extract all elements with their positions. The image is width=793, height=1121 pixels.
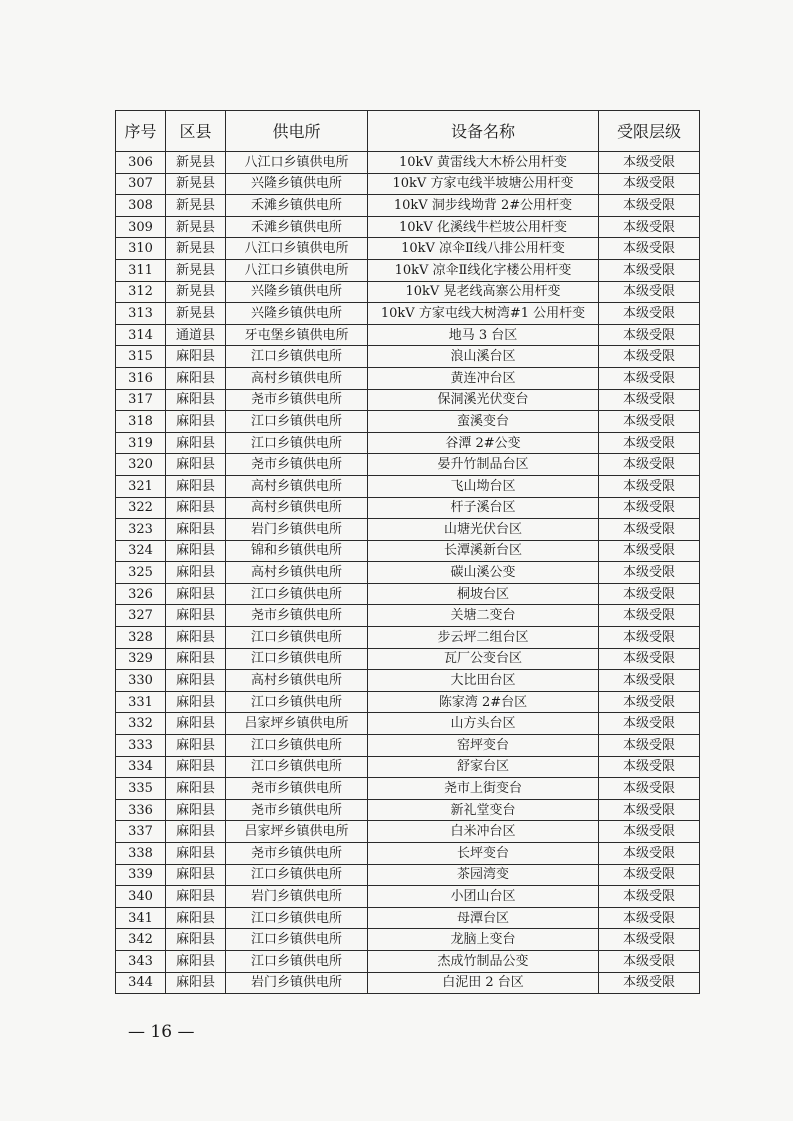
cell-supply-station: 尧市乡镇供电所 xyxy=(226,843,368,865)
cell-county: 麻阳县 xyxy=(166,627,226,649)
table-row xyxy=(116,929,700,951)
cell-supply-station: 兴隆乡镇供电所 xyxy=(226,303,368,325)
table-header-row xyxy=(116,111,700,152)
cell-seq: 339 xyxy=(116,864,166,886)
cell-supply-station: 岩门乡镇供电所 xyxy=(226,972,368,994)
cell-device-name: 地马 3 台区 xyxy=(368,324,599,346)
cell-supply-station: 吕家坪乡镇供电所 xyxy=(226,821,368,843)
cell-seq: 343 xyxy=(116,950,166,972)
cell-seq: 308 xyxy=(116,195,166,217)
cell-county: 麻阳县 xyxy=(166,821,226,843)
table-row xyxy=(116,195,700,217)
cell-county: 新晃县 xyxy=(166,303,226,325)
cell-county: 麻阳县 xyxy=(166,886,226,908)
table-body xyxy=(116,152,700,994)
cell-device-name: 10kV 黄雷线大木桥公用杆变 xyxy=(368,152,599,174)
cell-device-name: 黄连冲台区 xyxy=(368,367,599,389)
table-row xyxy=(116,627,700,649)
table-row xyxy=(116,432,700,454)
table-row xyxy=(116,238,700,260)
cell-county: 麻阳县 xyxy=(166,950,226,972)
cell-county: 麻阳县 xyxy=(166,454,226,476)
cell-supply-station: 锦和乡镇供电所 xyxy=(226,540,368,562)
cell-restriction-level: 本级受限 xyxy=(599,627,700,649)
table-row xyxy=(116,735,700,757)
cell-county: 新晃县 xyxy=(166,238,226,260)
cell-county: 麻阳县 xyxy=(166,799,226,821)
table-row xyxy=(116,583,700,605)
table-row xyxy=(116,303,700,325)
table-row xyxy=(116,152,700,174)
cell-seq: 326 xyxy=(116,583,166,605)
cell-supply-station: 江口乡镇供电所 xyxy=(226,756,368,778)
cell-restriction-level: 本级受限 xyxy=(599,195,700,217)
table-row xyxy=(116,324,700,346)
table-row xyxy=(116,346,700,368)
cell-device-name: 保洞溪光伏变台 xyxy=(368,389,599,411)
cell-restriction-level: 本级受限 xyxy=(599,519,700,541)
table-row xyxy=(116,454,700,476)
cell-supply-station: 尧市乡镇供电所 xyxy=(226,605,368,627)
cell-device-name: 桐坡台区 xyxy=(368,583,599,605)
cell-device-name: 10kV 方家屯线大树湾#1 公用杆变 xyxy=(368,303,599,325)
cell-device-name: 谷潭 2#公变 xyxy=(368,432,599,454)
cell-seq: 307 xyxy=(116,173,166,195)
table-row xyxy=(116,497,700,519)
cell-device-name: 10kV 凉伞Ⅱ线八排公用杆变 xyxy=(368,238,599,260)
cell-restriction-level: 本级受限 xyxy=(599,346,700,368)
table-row xyxy=(116,519,700,541)
cell-device-name: 浪山溪台区 xyxy=(368,346,599,368)
equipment-table xyxy=(115,110,700,994)
cell-restriction-level: 本级受限 xyxy=(599,583,700,605)
cell-county: 麻阳县 xyxy=(166,929,226,951)
table-row xyxy=(116,950,700,972)
cell-seq: 331 xyxy=(116,691,166,713)
table-row xyxy=(116,843,700,865)
cell-seq: 337 xyxy=(116,821,166,843)
cell-restriction-level: 本级受限 xyxy=(599,324,700,346)
cell-restriction-level: 本级受限 xyxy=(599,864,700,886)
page-number: — 16 — xyxy=(128,1022,195,1042)
cell-supply-station: 八江口乡镇供电所 xyxy=(226,152,368,174)
cell-seq: 312 xyxy=(116,281,166,303)
table-row xyxy=(116,648,700,670)
cell-supply-station: 牙屯堡乡镇供电所 xyxy=(226,324,368,346)
cell-supply-station: 高村乡镇供电所 xyxy=(226,670,368,692)
cell-device-name: 大比田台区 xyxy=(368,670,599,692)
cell-seq: 310 xyxy=(116,238,166,260)
cell-device-name: 山塘光伏台区 xyxy=(368,519,599,541)
cell-seq: 323 xyxy=(116,519,166,541)
table-row xyxy=(116,778,700,800)
cell-county: 新晃县 xyxy=(166,259,226,281)
cell-seq: 329 xyxy=(116,648,166,670)
cell-seq: 334 xyxy=(116,756,166,778)
header-restriction-level: 受限层级 xyxy=(599,111,700,152)
table-row xyxy=(116,605,700,627)
cell-restriction-level: 本级受限 xyxy=(599,821,700,843)
cell-restriction-level: 本级受限 xyxy=(599,929,700,951)
cell-device-name: 窑坪变台 xyxy=(368,735,599,757)
cell-restriction-level: 本级受限 xyxy=(599,281,700,303)
cell-restriction-level: 本级受限 xyxy=(599,540,700,562)
cell-restriction-level: 本级受限 xyxy=(599,173,700,195)
cell-restriction-level: 本级受限 xyxy=(599,799,700,821)
cell-device-name: 杆子溪台区 xyxy=(368,497,599,519)
cell-seq: 319 xyxy=(116,432,166,454)
cell-device-name: 陈家湾 2#台区 xyxy=(368,691,599,713)
cell-device-name: 长坪变台 xyxy=(368,843,599,865)
cell-seq: 336 xyxy=(116,799,166,821)
cell-seq: 327 xyxy=(116,605,166,627)
cell-restriction-level: 本级受限 xyxy=(599,475,700,497)
header-county: 区县 xyxy=(166,111,226,152)
table-row xyxy=(116,389,700,411)
cell-county: 麻阳县 xyxy=(166,583,226,605)
cell-seq: 309 xyxy=(116,216,166,238)
table-row xyxy=(116,173,700,195)
cell-seq: 324 xyxy=(116,540,166,562)
cell-supply-station: 禾滩乡镇供电所 xyxy=(226,216,368,238)
cell-county: 通道县 xyxy=(166,324,226,346)
cell-supply-station: 八江口乡镇供电所 xyxy=(226,259,368,281)
cell-supply-station: 尧市乡镇供电所 xyxy=(226,454,368,476)
cell-restriction-level: 本级受限 xyxy=(599,907,700,929)
cell-seq: 316 xyxy=(116,367,166,389)
cell-seq: 320 xyxy=(116,454,166,476)
cell-restriction-level: 本级受限 xyxy=(599,972,700,994)
cell-device-name: 尧市上街变台 xyxy=(368,778,599,800)
table-row xyxy=(116,281,700,303)
header-device-name: 设备名称 xyxy=(368,111,599,152)
cell-county: 麻阳县 xyxy=(166,864,226,886)
cell-device-name: 10kV 晃老线高寨公用杆变 xyxy=(368,281,599,303)
cell-supply-station: 江口乡镇供电所 xyxy=(226,864,368,886)
table-row xyxy=(116,756,700,778)
cell-county: 麻阳县 xyxy=(166,843,226,865)
cell-restriction-level: 本级受限 xyxy=(599,367,700,389)
cell-seq: 325 xyxy=(116,562,166,584)
cell-restriction-level: 本级受限 xyxy=(599,886,700,908)
cell-supply-station: 尧市乡镇供电所 xyxy=(226,799,368,821)
cell-seq: 332 xyxy=(116,713,166,735)
cell-restriction-level: 本级受限 xyxy=(599,756,700,778)
cell-device-name: 白米冲台区 xyxy=(368,821,599,843)
cell-county: 麻阳县 xyxy=(166,432,226,454)
cell-device-name: 10kV 化溪线牛栏坡公用杆变 xyxy=(368,216,599,238)
cell-device-name: 瓦厂公变台区 xyxy=(368,648,599,670)
cell-restriction-level: 本级受限 xyxy=(599,216,700,238)
cell-county: 麻阳县 xyxy=(166,346,226,368)
cell-restriction-level: 本级受限 xyxy=(599,411,700,433)
cell-device-name: 白泥田 2 台区 xyxy=(368,972,599,994)
cell-seq: 328 xyxy=(116,627,166,649)
cell-supply-station: 江口乡镇供电所 xyxy=(226,648,368,670)
cell-county: 新晃县 xyxy=(166,195,226,217)
cell-seq: 333 xyxy=(116,735,166,757)
cell-device-name: 茶园湾变 xyxy=(368,864,599,886)
table-row xyxy=(116,562,700,584)
cell-seq: 313 xyxy=(116,303,166,325)
cell-device-name: 龙脑上变台 xyxy=(368,929,599,951)
cell-county: 麻阳县 xyxy=(166,713,226,735)
table-row xyxy=(116,799,700,821)
cell-restriction-level: 本级受限 xyxy=(599,713,700,735)
cell-restriction-level: 本级受限 xyxy=(599,950,700,972)
cell-restriction-level: 本级受限 xyxy=(599,843,700,865)
cell-supply-station: 江口乡镇供电所 xyxy=(226,346,368,368)
cell-county: 麻阳县 xyxy=(166,605,226,627)
cell-device-name: 晏升竹制品台区 xyxy=(368,454,599,476)
cell-device-name: 杰成竹制品公变 xyxy=(368,950,599,972)
table-row xyxy=(116,411,700,433)
cell-device-name: 步云坪二组台区 xyxy=(368,627,599,649)
cell-county: 麻阳县 xyxy=(166,519,226,541)
cell-county: 麻阳县 xyxy=(166,475,226,497)
cell-device-name: 碳山溪公变 xyxy=(368,562,599,584)
cell-device-name: 新礼堂变台 xyxy=(368,799,599,821)
cell-county: 麻阳县 xyxy=(166,670,226,692)
cell-supply-station: 高村乡镇供电所 xyxy=(226,497,368,519)
cell-seq: 338 xyxy=(116,843,166,865)
cell-restriction-level: 本级受限 xyxy=(599,152,700,174)
cell-seq: 335 xyxy=(116,778,166,800)
cell-device-name: 母潭台区 xyxy=(368,907,599,929)
table-row xyxy=(116,670,700,692)
cell-county: 麻阳县 xyxy=(166,389,226,411)
cell-supply-station: 高村乡镇供电所 xyxy=(226,475,368,497)
cell-supply-station: 江口乡镇供电所 xyxy=(226,907,368,929)
header-seq: 序号 xyxy=(116,111,166,152)
cell-restriction-level: 本级受限 xyxy=(599,778,700,800)
cell-seq: 340 xyxy=(116,886,166,908)
cell-seq: 318 xyxy=(116,411,166,433)
table-row xyxy=(116,972,700,994)
cell-restriction-level: 本级受限 xyxy=(599,648,700,670)
cell-device-name: 蛮溪变台 xyxy=(368,411,599,433)
table-row xyxy=(116,691,700,713)
cell-county: 麻阳县 xyxy=(166,756,226,778)
cell-supply-station: 高村乡镇供电所 xyxy=(226,367,368,389)
cell-seq: 342 xyxy=(116,929,166,951)
cell-county: 麻阳县 xyxy=(166,540,226,562)
cell-supply-station: 禾滩乡镇供电所 xyxy=(226,195,368,217)
cell-restriction-level: 本级受限 xyxy=(599,605,700,627)
cell-restriction-level: 本级受限 xyxy=(599,670,700,692)
cell-county: 麻阳县 xyxy=(166,972,226,994)
cell-supply-station: 岩门乡镇供电所 xyxy=(226,886,368,908)
cell-seq: 314 xyxy=(116,324,166,346)
cell-device-name: 10kV 方家屯线半坡塘公用杆变 xyxy=(368,173,599,195)
cell-county: 麻阳县 xyxy=(166,411,226,433)
cell-restriction-level: 本级受限 xyxy=(599,497,700,519)
table-row xyxy=(116,367,700,389)
cell-county: 麻阳县 xyxy=(166,562,226,584)
cell-device-name: 飞山坳台区 xyxy=(368,475,599,497)
cell-county: 新晃县 xyxy=(166,281,226,303)
cell-device-name: 关塘二变台 xyxy=(368,605,599,627)
cell-supply-station: 吕家坪乡镇供电所 xyxy=(226,713,368,735)
cell-county: 麻阳县 xyxy=(166,691,226,713)
cell-supply-station: 江口乡镇供电所 xyxy=(226,950,368,972)
cell-supply-station: 江口乡镇供电所 xyxy=(226,627,368,649)
cell-device-name: 小团山台区 xyxy=(368,886,599,908)
cell-supply-station: 兴隆乡镇供电所 xyxy=(226,173,368,195)
table-row xyxy=(116,886,700,908)
cell-supply-station: 江口乡镇供电所 xyxy=(226,432,368,454)
cell-supply-station: 江口乡镇供电所 xyxy=(226,929,368,951)
cell-supply-station: 八江口乡镇供电所 xyxy=(226,238,368,260)
table-row xyxy=(116,821,700,843)
cell-restriction-level: 本级受限 xyxy=(599,432,700,454)
cell-county: 麻阳县 xyxy=(166,648,226,670)
cell-restriction-level: 本级受限 xyxy=(599,238,700,260)
cell-county: 新晃县 xyxy=(166,173,226,195)
cell-restriction-level: 本级受限 xyxy=(599,454,700,476)
cell-county: 麻阳县 xyxy=(166,367,226,389)
cell-supply-station: 尧市乡镇供电所 xyxy=(226,778,368,800)
cell-supply-station: 江口乡镇供电所 xyxy=(226,411,368,433)
table-row xyxy=(116,475,700,497)
cell-restriction-level: 本级受限 xyxy=(599,259,700,281)
cell-seq: 330 xyxy=(116,670,166,692)
cell-device-name: 舒家台区 xyxy=(368,756,599,778)
cell-restriction-level: 本级受限 xyxy=(599,303,700,325)
cell-restriction-level: 本级受限 xyxy=(599,389,700,411)
cell-county: 麻阳县 xyxy=(166,907,226,929)
cell-restriction-level: 本级受限 xyxy=(599,562,700,584)
table-row xyxy=(116,259,700,281)
cell-supply-station: 高村乡镇供电所 xyxy=(226,562,368,584)
cell-supply-station: 江口乡镇供电所 xyxy=(226,691,368,713)
cell-county: 麻阳县 xyxy=(166,735,226,757)
table-row xyxy=(116,216,700,238)
cell-supply-station: 岩门乡镇供电所 xyxy=(226,519,368,541)
cell-seq: 315 xyxy=(116,346,166,368)
table-row xyxy=(116,907,700,929)
cell-supply-station: 尧市乡镇供电所 xyxy=(226,389,368,411)
cell-restriction-level: 本级受限 xyxy=(599,735,700,757)
header-supply-station: 供电所 xyxy=(226,111,368,152)
table-row xyxy=(116,713,700,735)
cell-county: 新晃县 xyxy=(166,152,226,174)
cell-device-name: 10kV 凉伞Ⅱ线化字楼公用杆变 xyxy=(368,259,599,281)
cell-seq: 311 xyxy=(116,259,166,281)
table-row xyxy=(116,864,700,886)
cell-county: 新晃县 xyxy=(166,216,226,238)
cell-device-name: 长潭溪新台区 xyxy=(368,540,599,562)
cell-supply-station: 兴隆乡镇供电所 xyxy=(226,281,368,303)
table-row xyxy=(116,540,700,562)
cell-seq: 322 xyxy=(116,497,166,519)
cell-seq: 306 xyxy=(116,152,166,174)
cell-seq: 317 xyxy=(116,389,166,411)
cell-county: 麻阳县 xyxy=(166,778,226,800)
cell-supply-station: 江口乡镇供电所 xyxy=(226,583,368,605)
cell-supply-station: 江口乡镇供电所 xyxy=(226,735,368,757)
cell-seq: 321 xyxy=(116,475,166,497)
cell-device-name: 10kV 洞步线坳背 2#公用杆变 xyxy=(368,195,599,217)
cell-seq: 341 xyxy=(116,907,166,929)
cell-seq: 344 xyxy=(116,972,166,994)
cell-county: 麻阳县 xyxy=(166,497,226,519)
cell-device-name: 山方头台区 xyxy=(368,713,599,735)
cell-restriction-level: 本级受限 xyxy=(599,691,700,713)
